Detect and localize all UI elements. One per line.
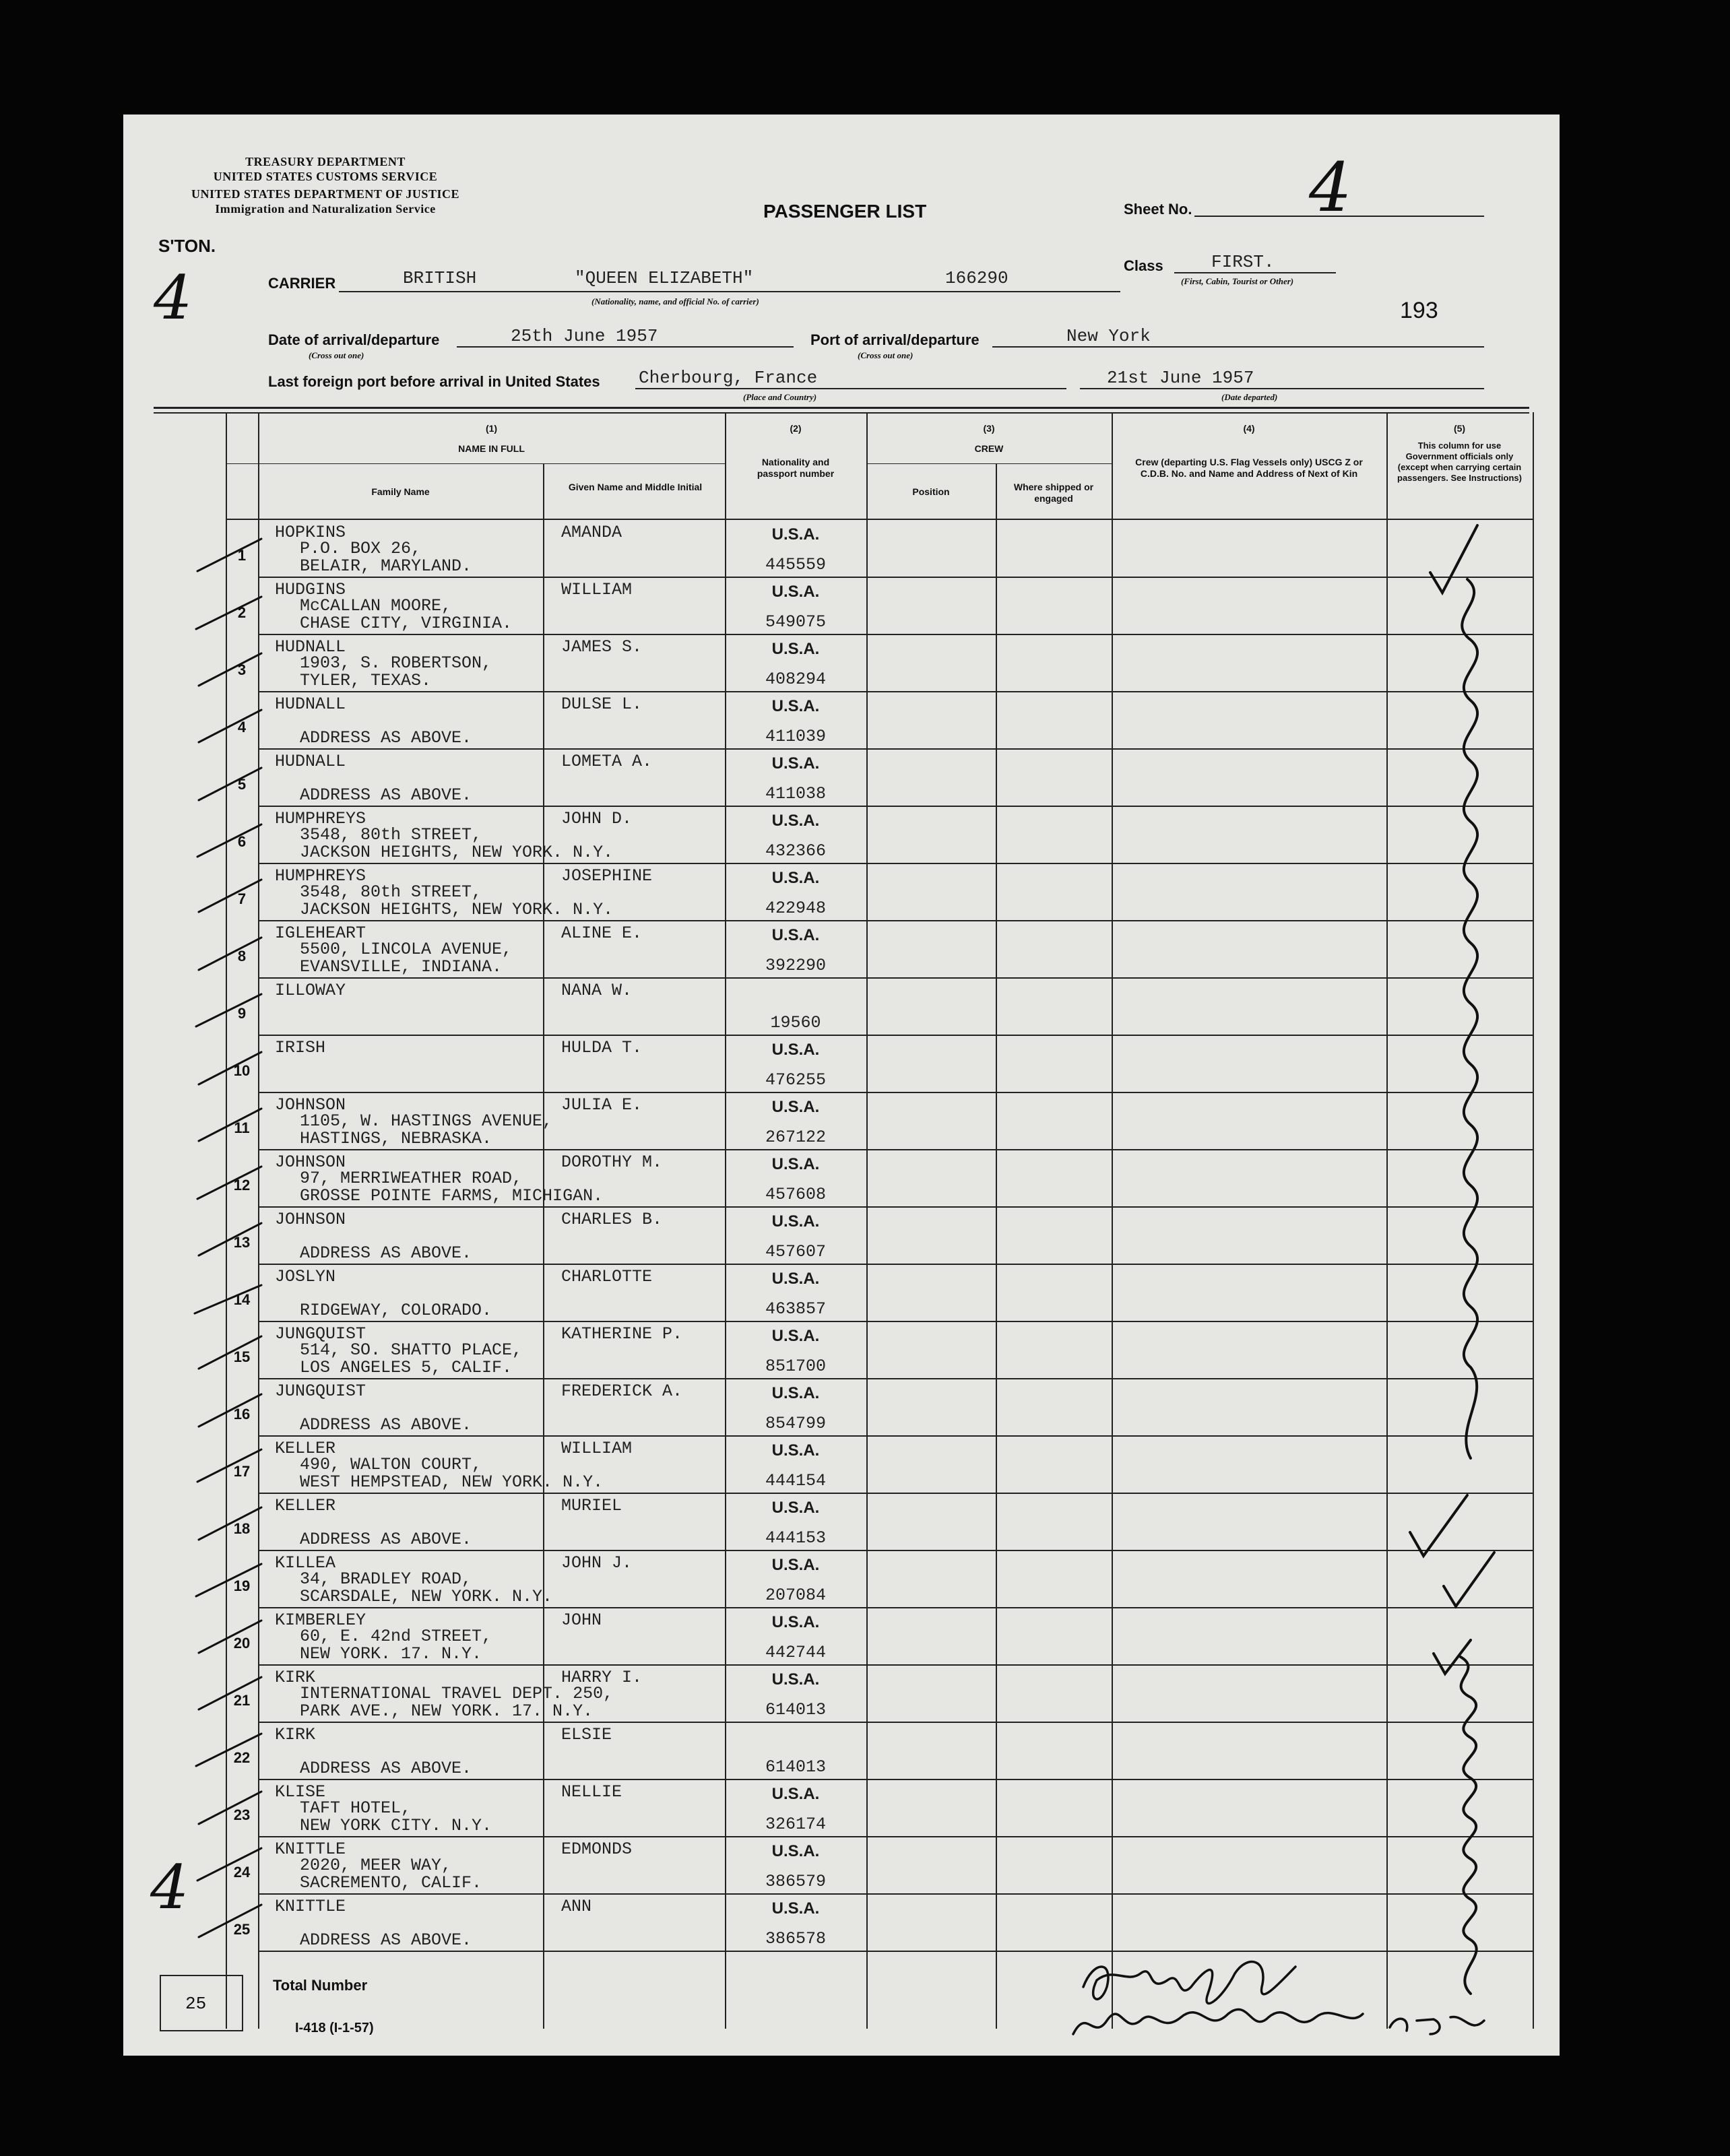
address-line-1: 97, MERRIWEATHER ROAD, [300, 1169, 523, 1188]
address-line-2: PARK AVE., NEW YORK. 17. N.Y. [300, 1701, 594, 1721]
carrier-name: "QUEEN ELIZABETH" [575, 268, 754, 288]
address-line-1: TAFT HOTEL, [300, 1798, 412, 1818]
nationality: U.S.A. [771, 1270, 820, 1288]
given-name: NELLIE [561, 1782, 622, 1802]
nationality: U.S.A. [771, 1613, 820, 1631]
passport-number: 457607 [765, 1242, 826, 1262]
handwritten-signature [1066, 1933, 1538, 2054]
family-name: ILLOWAY [275, 981, 346, 1000]
nationality: U.S.A. [771, 754, 820, 773]
passport-number: 476255 [765, 1070, 826, 1090]
form-number: I-418 (I-1-57) [295, 2021, 374, 2035]
col2-title: Nationality and passport number [757, 457, 835, 479]
nationality: U.S.A. [771, 1212, 820, 1231]
arrival-date: 25th June 1957 [511, 326, 658, 346]
total-value: 25 [185, 1994, 207, 2014]
col2-number: (2) [790, 423, 802, 434]
family-name: KNITTLE [275, 1897, 346, 1916]
passport-number: 386578 [765, 1929, 826, 1949]
nationality: U.S.A. [771, 697, 820, 715]
handwritten-marks [123, 115, 1560, 2056]
row-number: 16 [233, 1406, 251, 1423]
row-number: 18 [233, 1520, 251, 1537]
given-name: JOSEPHINE [561, 866, 653, 886]
family-name: HUDNALL [275, 694, 346, 714]
address-line-2: JACKSON HEIGHTS, NEW YORK. N.Y. [300, 843, 614, 862]
address-line-2: LOS ANGELES 5, CALIF. [300, 1358, 513, 1377]
col3-position-header: Position [912, 486, 950, 497]
last-port-label: Last foreign port before arrival in United States [268, 373, 600, 390]
row-number: 6 [237, 833, 247, 850]
address-line-2: WEST HEMPSTEAD, NEW YORK. N.Y. [300, 1472, 604, 1492]
margin-number: 4 [154, 263, 193, 333]
address-line-1: 3548, 80th STREET, [300, 825, 482, 845]
family-name: KIRK [275, 1668, 316, 1687]
passport-number: 207084 [765, 1586, 826, 1605]
address-line-2: EVANSVILLE, INDIANA. [300, 957, 503, 977]
passport-number: 422948 [765, 899, 826, 918]
family-name: JOHNSON [275, 1095, 346, 1115]
treasury-department: TREASURY DEPARTMENT [245, 155, 406, 168]
passport-number: 457608 [765, 1185, 826, 1204]
row-number: 2 [237, 604, 247, 621]
row-number: 21 [233, 1692, 251, 1709]
passport-number: 432366 [765, 841, 826, 861]
address-line-2: ADDRESS AS ABOVE. [300, 728, 472, 748]
address-line-1: 34, BRADLEY ROAD, [300, 1569, 472, 1589]
nationality: U.S.A. [771, 1670, 820, 1689]
family-name: KILLEA [275, 1553, 336, 1573]
col1-family-header: Family Name [371, 486, 430, 497]
given-name: JOHN J. [561, 1553, 633, 1573]
family-name: KNITTLE [275, 1839, 346, 1859]
address-line-2: SACREMENTO, CALIF. [300, 1873, 482, 1893]
given-name: HULDA T. [561, 1038, 643, 1057]
family-name: IRISH [275, 1038, 326, 1057]
address-line-1: P.O. BOX 26, [300, 539, 422, 558]
nationality: U.S.A. [771, 1384, 820, 1402]
row-number: 25 [233, 1921, 251, 1938]
passport-number: 411038 [765, 784, 826, 804]
class-label: Class [1124, 257, 1163, 274]
address-line-2: ADDRESS AS ABOVE. [300, 1759, 472, 1778]
nationality: U.S.A. [771, 1041, 820, 1059]
nationality: U.S.A. [771, 1785, 820, 1803]
carrier-number: 166290 [945, 268, 1008, 288]
passport-number: 444153 [765, 1528, 826, 1548]
stamp-number: 193 [1400, 298, 1438, 323]
sheet-number: 4 [1309, 148, 1352, 227]
address-line-2: ADDRESS AS ABOVE. [300, 1930, 472, 1950]
given-name: NANA W. [561, 981, 633, 1000]
given-name: CHARLES B. [561, 1210, 663, 1229]
address-line-1: McCALLAN MOORE, [300, 596, 452, 616]
passport-number: 854799 [765, 1414, 826, 1433]
address-line-2: JACKSON HEIGHTS, NEW YORK. N.Y. [300, 900, 614, 919]
nationality: U.S.A. [771, 1327, 820, 1345]
row-number: 11 [234, 1119, 250, 1136]
port-note: (Cross out one) [858, 350, 914, 360]
col1-given-header: Given Name and Middle Initial [568, 482, 703, 492]
given-name: WILLIAM [561, 1439, 633, 1458]
address-line-1: 490, WALTON COURT, [300, 1455, 482, 1474]
given-name: EDMONDS [561, 1839, 633, 1859]
departed-note: (Date departed) [1221, 392, 1278, 402]
passport-number: 408294 [765, 669, 826, 689]
passport-number: 19560 [770, 1013, 821, 1033]
address-line-1: 5500, LINCOLA AVENUE, [300, 940, 513, 959]
address-line-2: NEW YORK. 17. N.Y. [300, 1644, 482, 1664]
given-name: AMANDA [561, 523, 622, 542]
address-line-2: NEW YORK CITY. N.Y. [300, 1816, 492, 1835]
row-number: 12 [233, 1177, 251, 1194]
total-label: Total Number [273, 1977, 368, 1994]
col1-title: NAME IN FULL [458, 443, 525, 454]
port-value: New York [1066, 326, 1151, 346]
address-line-2: CHASE CITY, VIRGINIA. [300, 614, 513, 633]
nationality: U.S.A. [771, 1842, 820, 1860]
address-line-2: GROSSE POINTE FARMS, MICHIGAN. [300, 1186, 604, 1206]
given-name: JAMES S. [561, 637, 643, 657]
carrier-label: CARRIER [268, 275, 336, 292]
row-number: 4 [237, 719, 247, 736]
given-name: ANN [561, 1897, 592, 1916]
passenger-list-sheet [123, 115, 1560, 2056]
given-name: HARRY I. [561, 1668, 643, 1687]
col5-title: This column for use Government officials only (except when carrying certain passengers. See Instructions) [1397, 440, 1522, 483]
row-number: 20 [233, 1635, 251, 1652]
passport-number: 614013 [765, 1757, 826, 1777]
nationality: U.S.A. [771, 1499, 820, 1517]
passport-number: 442744 [765, 1643, 826, 1662]
given-name: MURIEL [561, 1496, 622, 1515]
address-line-2: ADDRESS AS ABOVE. [300, 1530, 472, 1549]
given-name: ALINE E. [561, 923, 643, 943]
given-name: CHARLOTTE [561, 1267, 653, 1286]
sheet-label: Sheet No. [1124, 201, 1192, 218]
passport-number: 326174 [765, 1815, 826, 1834]
address-line-1: INTERNATIONAL TRAVEL DEPT. 250, [300, 1684, 614, 1703]
carrier-note: (Nationality, name, and official No. of carrier) [591, 296, 759, 306]
date-label: Date of arrival/departure [268, 331, 440, 348]
nationality: U.S.A. [771, 640, 820, 658]
departed-value: 21st June 1957 [1107, 368, 1254, 388]
passport-number: 392290 [765, 956, 826, 975]
col4-number: (4) [1243, 423, 1255, 434]
passport-number: 386579 [765, 1872, 826, 1891]
col3-where-header: Where shipped or engaged [1013, 482, 1094, 504]
passport-number: 444154 [765, 1471, 826, 1491]
row-number: 8 [237, 948, 247, 965]
family-name: HUMPHREYS [275, 809, 366, 828]
port-label: Port of arrival/departure [810, 331, 980, 348]
row-number: 22 [233, 1749, 251, 1766]
nationality: U.S.A. [771, 1556, 820, 1574]
family-name: HUDNALL [275, 752, 346, 771]
row-number: 17 [233, 1463, 251, 1480]
nationality: U.S.A. [771, 926, 820, 944]
carrier-nationality: BRITISH [403, 268, 477, 288]
family-name: HUMPHREYS [275, 866, 366, 886]
address-line-1: 1903, S. ROBERTSON, [300, 653, 492, 673]
address-line-2: TYLER, TEXAS. [300, 671, 432, 690]
row-number: 24 [233, 1864, 251, 1881]
given-name: DULSE L. [561, 694, 643, 714]
nationality: U.S.A. [771, 1899, 820, 1918]
date-note: (Cross out one) [309, 350, 364, 360]
address-line-1: 514, SO. SHATTO PLACE, [300, 1340, 523, 1360]
given-name: LOMETA A. [561, 752, 653, 771]
nationality: U.S.A. [771, 525, 820, 544]
col3-title: CREW [974, 443, 1004, 454]
col3-number: (3) [983, 423, 995, 434]
family-name: HUDNALL [275, 637, 346, 657]
row-number: 3 [237, 661, 247, 678]
col1-number: (1) [485, 423, 498, 434]
row-number: 1 [237, 547, 247, 564]
family-name: JOHNSON [275, 1210, 346, 1229]
row-number: 13 [233, 1234, 251, 1251]
immigration-service: Immigration and Naturalization Service [215, 202, 436, 216]
address-line-1: 60, E. 42nd STREET, [300, 1627, 492, 1646]
family-name: KLISE [275, 1782, 326, 1802]
family-name: JOHNSON [275, 1152, 346, 1172]
col5-number: (5) [1453, 423, 1466, 434]
row-number: 9 [237, 1005, 247, 1022]
given-name: ELSIE [561, 1725, 612, 1744]
address-line-2: ADDRESS AS ABOVE. [300, 1243, 472, 1263]
margin-note: S'TON. [158, 236, 216, 256]
last-port-value: Cherbourg, France [639, 368, 818, 388]
row-number: 5 [237, 776, 247, 793]
nationality: U.S.A. [771, 812, 820, 830]
address-line-2: RIDGEWAY, COLORADO. [300, 1301, 492, 1320]
given-name: JULIA E. [561, 1095, 643, 1115]
class-note: (First, Cabin, Tourist or Other) [1181, 276, 1294, 286]
last-port-note: (Place and Country) [743, 392, 817, 402]
family-name: IGLEHEART [275, 923, 366, 943]
given-name: WILLIAM [561, 580, 633, 599]
address-line-2: SCARSDALE, NEW YORK. N.Y. [300, 1587, 553, 1606]
family-name: JUNGQUIST [275, 1381, 366, 1401]
passport-number: 445559 [765, 555, 826, 575]
address-line-2: BELAIR, MARYLAND. [300, 556, 472, 576]
col4-title: Crew (departing U.S. Flag Vessels only) USCG Z or C.D.B. No. and Name and Address of Next of Kin [1135, 457, 1363, 479]
address-line-2: ADDRESS AS ABOVE. [300, 785, 472, 805]
family-name: KELLER [275, 1439, 336, 1458]
passport-number: 549075 [765, 612, 826, 632]
family-name: HOPKINS [275, 523, 346, 542]
nationality: U.S.A. [771, 1155, 820, 1173]
row-number: 23 [233, 1806, 251, 1823]
passport-number: 851700 [765, 1357, 826, 1376]
customs-service: UNITED STATES CUSTOMS SERVICE [213, 170, 438, 183]
nationality: U.S.A. [771, 869, 820, 887]
row-number: 15 [233, 1348, 251, 1365]
row-number: 19 [233, 1577, 251, 1594]
given-name: JOHN D. [561, 809, 633, 828]
bottom-margin-mark: 4 [150, 1852, 189, 1923]
row-number: 14 [233, 1291, 251, 1308]
family-name: KELLER [275, 1496, 336, 1515]
nationality: U.S.A. [771, 1098, 820, 1116]
row-number: 7 [237, 890, 247, 907]
address-line-1: 3548, 80th STREET, [300, 882, 482, 902]
family-name: KIMBERLEY [275, 1610, 366, 1630]
class-value: FIRST. [1211, 252, 1275, 272]
passport-number: 463857 [765, 1299, 826, 1319]
nationality: U.S.A. [771, 1441, 820, 1460]
form-title: PASSENGER LIST [763, 201, 927, 222]
address-line-1: 2020, MEER WAY, [300, 1856, 452, 1875]
given-name: KATHERINE P. [561, 1324, 683, 1344]
family-name: JOSLYN [275, 1267, 336, 1286]
address-line-2: HASTINGS, NEBRASKA. [300, 1129, 492, 1148]
department-of-justice: UNITED STATES DEPARTMENT OF JUSTICE [191, 187, 459, 201]
passport-number: 614013 [765, 1700, 826, 1720]
given-name: JOHN [561, 1610, 602, 1630]
passport-number: 411039 [765, 727, 826, 746]
address-line-1: 1105, W. HASTINGS AVENUE, [300, 1111, 553, 1131]
address-line-2: ADDRESS AS ABOVE. [300, 1415, 472, 1435]
family-name: KIRK [275, 1725, 316, 1744]
given-name: FREDERICK A. [561, 1381, 683, 1401]
passport-number: 267122 [765, 1128, 826, 1147]
family-name: HUDGINS [275, 580, 346, 599]
family-name: JUNGQUIST [275, 1324, 366, 1344]
row-number: 10 [233, 1062, 251, 1079]
given-name: DOROTHY M. [561, 1152, 663, 1172]
nationality: U.S.A. [771, 583, 820, 601]
